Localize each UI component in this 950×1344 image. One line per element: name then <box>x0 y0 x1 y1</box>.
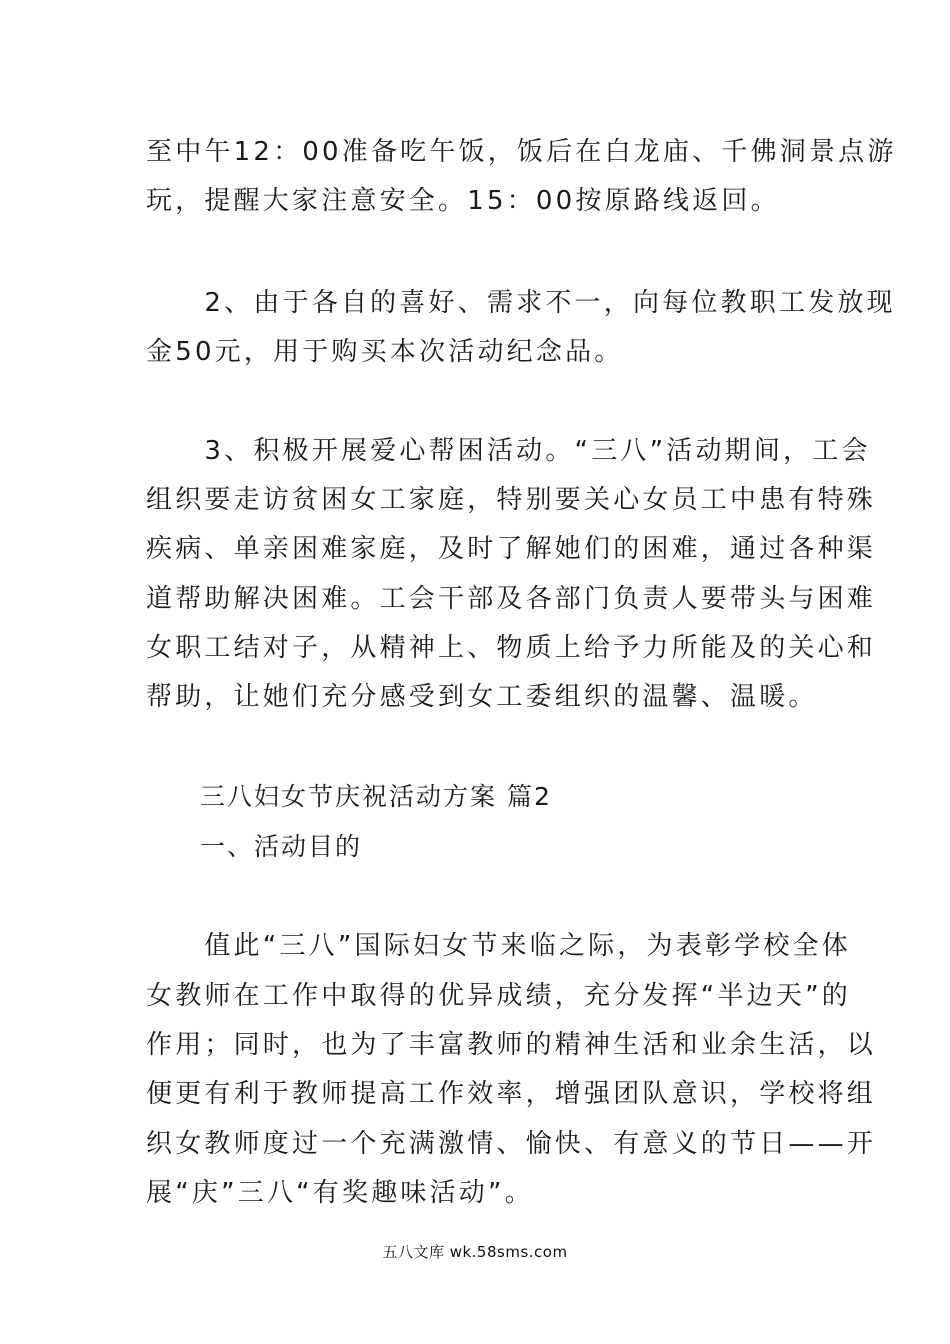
section-title: 三八妇女节庆祝活动方案 篇2 <box>146 782 552 811</box>
paragraph-3-line-4: 道帮助解决困难。工会干部及各部门负责人要带头与困难 <box>146 584 877 614</box>
page-footer: 五八文库 wk.58sms.com <box>382 1243 568 1261</box>
paragraph-4-line-1: 值此“三八”国际妇女节来临之际，为表彰学校全体 <box>146 931 851 961</box>
paragraph-3-line-5: 女职工结对子，从精神上、物质上给予力所能及的关心和 <box>146 633 877 663</box>
paragraph-1-line-1: 至中午12：00准备吃午饭，饭后在白龙庙、千佛洞景点游 <box>146 137 897 167</box>
paragraph-4-line-4: 便更有利于教师提高工作效率，增强团队意识，学校将组 <box>146 1079 877 1109</box>
paragraph-4-line-5: 织女教师度过一个充满激情、愉快、有意义的节日——开 <box>146 1129 877 1159</box>
paragraph-3-line-1: 3、积极开展爱心帮困活动。“三八”活动期间，工会 <box>146 436 871 466</box>
paragraph-4-line-6: 展“庆”三八“有奖趣味活动”。 <box>146 1178 534 1208</box>
paragraph-1-line-2: 玩，提醒大家注意安全。15：00按原路线返回。 <box>146 186 780 216</box>
paragraph-4-line-2: 女教师在工作中取得的优异成绩，充分发挥“半边天”的 <box>146 981 851 1011</box>
paragraph-4-line-3: 作用；同时，也为了丰富教师的精神生活和业余生活，以 <box>146 1030 877 1060</box>
paragraph-3-line-2: 组织要走访贫困女工家庭，特别要关心女员工中患有特殊 <box>146 485 877 515</box>
section-subtitle: 一、活动目的 <box>146 832 363 861</box>
paragraph-2-line-1: 2、由于各自的喜好、需求不一，向每位教职工发放现 <box>146 288 896 318</box>
paragraph-3-line-3: 疾病、单亲困难家庭，及时了解她们的困难，通过各种渠 <box>146 534 877 564</box>
paragraph-2-line-2: 金50元，用于购买本次活动纪念品。 <box>146 337 624 367</box>
paragraph-3-line-6: 帮助，让她们充分感受到女工委组织的温馨、温暖。 <box>146 682 818 712</box>
